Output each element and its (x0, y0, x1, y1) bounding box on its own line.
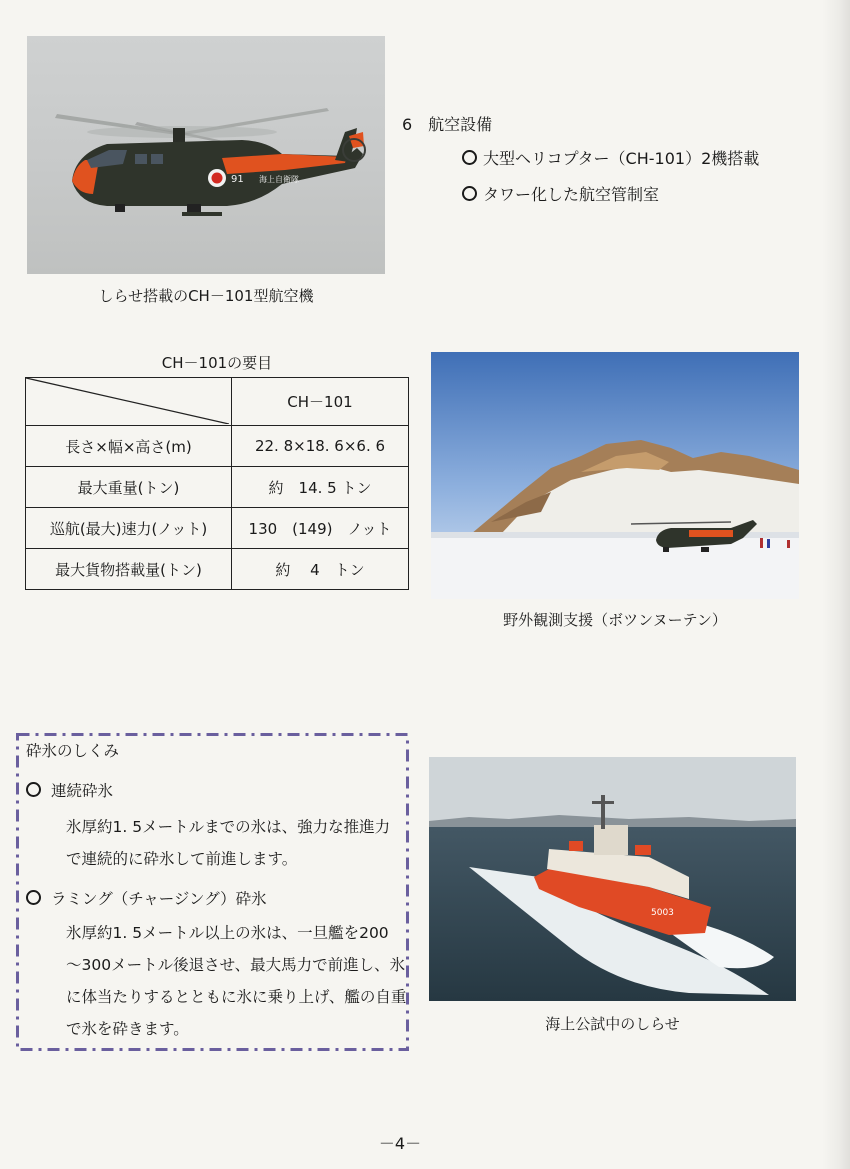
tail-number: 91 (231, 174, 244, 185)
diagonal-header-cell (26, 378, 232, 426)
row-value: 130 (149) ノット (232, 508, 409, 549)
icebreaking-title: 砕氷のしくみ (26, 742, 120, 760)
ship-caption: 海上公試中のしらせ (545, 1015, 680, 1033)
aviation-item-control-tower: タワー化した航空管制室 (462, 182, 659, 205)
spec-table (25, 377, 409, 590)
ramming-line: に体当たりするとともに氷に乗り上げ、艦の自重 (66, 988, 407, 1006)
continuous-line: で連続的に砕氷して前進します。 (66, 850, 298, 868)
helicopter-photo (27, 36, 385, 274)
page-number: －4－ (378, 1134, 422, 1153)
row-label: 巡航(最大)速力(ノット) (26, 508, 232, 549)
helicopter-caption: しらせ搭載のCH－101型航空機 (98, 287, 314, 305)
ship-sea-trial-photo (429, 757, 796, 1001)
spec-table-title: CH－101の要目 (161, 354, 273, 372)
field-support-photo (431, 352, 799, 599)
row-label: 長さ×幅×高さ(m) (26, 426, 232, 467)
bullet-circle-icon (462, 186, 477, 201)
column-header-ch101: CH－101 (232, 378, 409, 426)
icebreaking-box (16, 733, 409, 1051)
table-row (26, 508, 409, 549)
continuous-heading: 連続砕氷 (26, 779, 113, 801)
fuselage-marking: 海上自衛隊 (259, 175, 299, 184)
field-support-caption: 野外観測支援（ボツンヌーテン） (503, 611, 727, 629)
table-row (26, 467, 409, 508)
bullet-circle-icon (26, 890, 41, 905)
row-label: 最大重量(トン) (26, 467, 232, 508)
table-row (26, 549, 409, 590)
row-label: 最大貨物搭載量(トン) (26, 549, 232, 590)
table-row (26, 426, 409, 467)
aviation-item-helicopters: 大型ヘリコプター（CH-101）2機搭載 (462, 146, 759, 169)
row-value: 約 14. 5 トン (232, 467, 409, 508)
table-row (26, 378, 409, 426)
ramming-heading: ラミング（チャージング）砕氷 (26, 887, 267, 909)
ramming-line: ～300メートル後退させ、最大馬力で前進し、氷 (66, 956, 406, 974)
ramming-line: で氷を砕きます。 (66, 1020, 189, 1038)
continuous-line: 氷厚約1. 5メートルまでの氷は、強力な推進力 (66, 818, 391, 836)
bullet-circle-icon (26, 782, 41, 797)
ramming-line: 氷厚約1. 5メートル以上の氷は、一旦艦を200 (66, 924, 389, 942)
row-value: 約 4 トン (232, 549, 409, 590)
hull-number: 5003 (651, 908, 674, 918)
row-value: 22. 8×18. 6×6. 6 (232, 426, 409, 467)
page-edge-shadow (822, 0, 850, 1169)
aviation-section-title: 6 航空設備 (402, 115, 493, 134)
bullet-circle-icon (462, 150, 477, 165)
